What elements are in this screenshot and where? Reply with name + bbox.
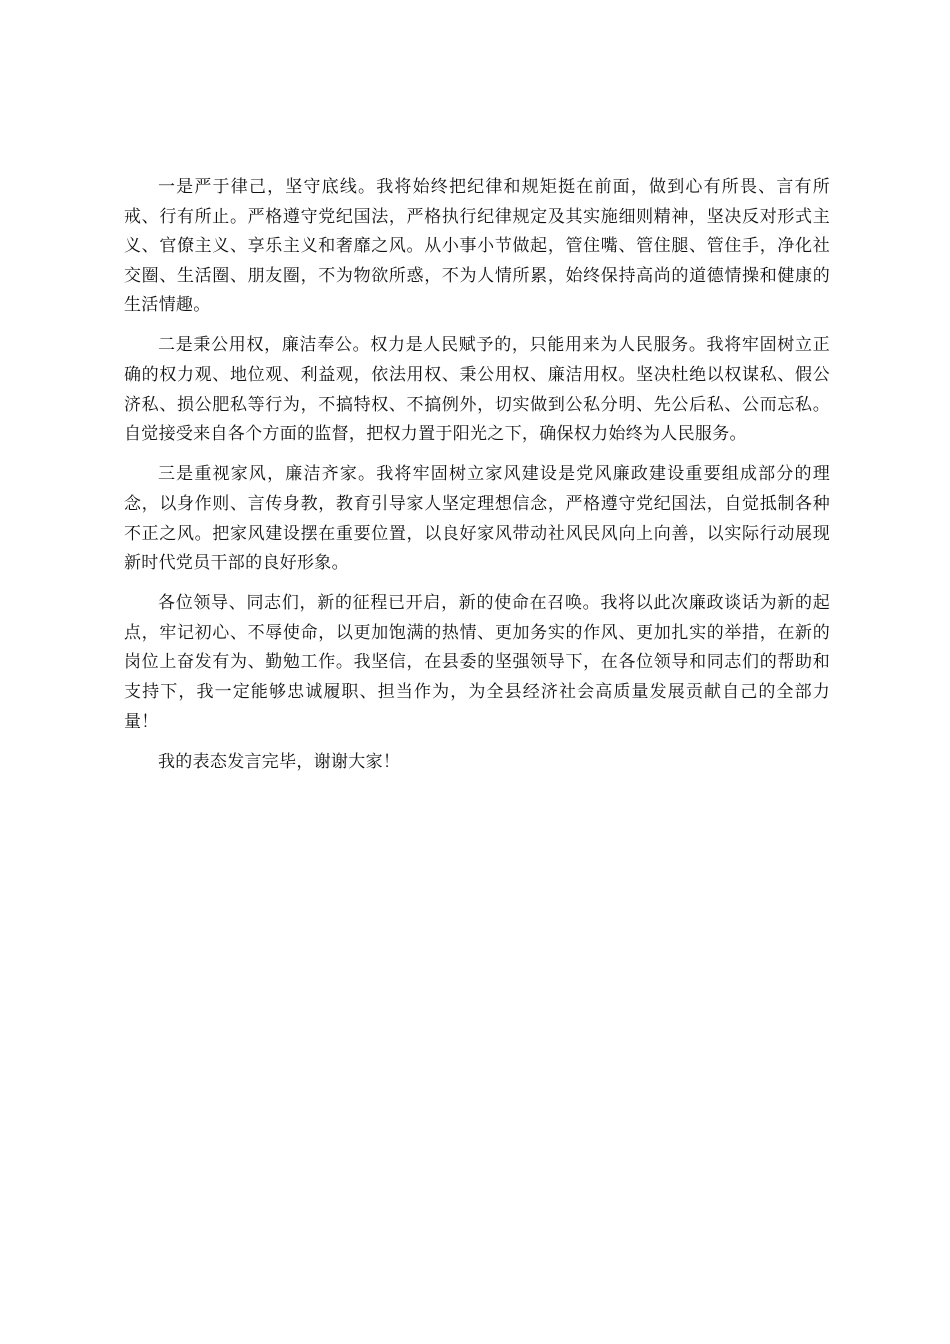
- paragraph-family-values: 三是重视家风，廉洁齐家。我将牢固树立家风建设是党风廉政建设重要组成部分的理念，以身作则、言传身教，教育引导家人坚定理想信念，严格遵守党纪国法，自觉抵制各种不正之风。把家风建设摆在重要位置，以良好家风带动社风民风向上向善，以实际行动展现新时代党员干部的良好形象。: [124, 464, 830, 574]
- paragraph-closing: 我的表态发言完毕，谢谢大家！: [158, 751, 401, 772]
- document-body: [124, 173, 830, 788]
- paragraph-public-power: 二是秉公用权，廉洁奉公。权力是人民赋予的，只能用来为人民服务。我将牢固树立正确的权力观、地位观、利益观，依法用权、秉公用权、廉洁用权。坚决杜绝以权谋私、假公济私、损公肥私等行为，不搞特权、不搞例外，切实做到公私分明、先公后私、公而忘私。自觉接受来自各个方面的监督，把权力置于阳光之下，确保权力始终为人民服务。: [124, 335, 830, 445]
- paragraph-self-discipline: 一是严于律己，坚守底线。我将始终把纪律和规矩挺在前面，做到心有所畏、言有所戒、行有所止。严格遵守党纪国法，严格执行纪律规定及其实施细则精神，坚决反对形式主义、官僚主义、享乐主义和奢靡之风。从小事小节做起，管住嘴、管住腿、管住手，净化社交圈、生活圈、朋友圈，不为物欲所惑，不为人情所累，始终保持高尚的道德情操和健康的生活情趣。: [124, 177, 830, 316]
- paragraph-commitment: 各位领导、同志们，新的征程已开启，新的使命在召唤。我将以此次廉政谈话为新的起点，牢记初心、不辱使命，以更加饱满的热情、更加务实的作风、更加扎实的举措，在新的岗位上奋发有为、勤勉工作。我坚信，在县委的坚强领导下，在各位领导和同志们的帮助和支持下，我一定能够忠诚履职、担当作为，为全县经济社会高质量发展贡献自己的全部力量！: [124, 593, 830, 732]
